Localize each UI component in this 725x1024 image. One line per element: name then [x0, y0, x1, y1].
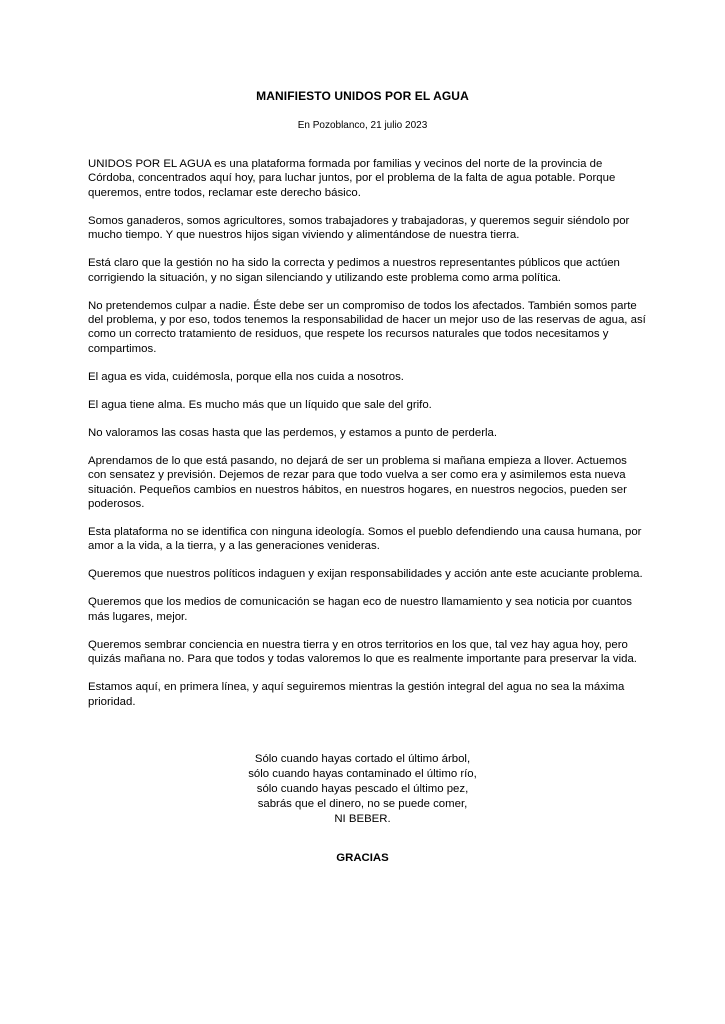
paragraph: Queremos sembrar conciencia en nuestra tierra y en otros territorios en los que, tal vez hay agua hoy, pero quizás mañana no. Para que todos y todas valoremos lo que es realmente importante para preservar la vida.: [88, 638, 637, 666]
paragraph: No pretendemos culpar a nadie. Éste debe ser un compromiso de todos los afectados. También somos parte del problema, y por eso, todos tenemos la responsabilidad de hacer un mejor uso de las reservas de agua, así como un correcto tratamiento de residuos, que respete los recursos naturales que todos necesitamos y compartimos.: [88, 299, 646, 355]
paragraph: Somos ganaderos, somos agricultores, somos trabajadores y trabajadoras, y queremos seguir siéndolo por mucho tiempo. Y que nuestros hijos sigan viviendo y alimentándose de nuestra tierra.: [88, 214, 630, 242]
paragraph: El agua tiene alma. Es mucho más que un líquido que sale del grifo.: [88, 398, 432, 411]
closing-thanks: GRACIAS: [336, 852, 389, 864]
dateline: En Pozoblanco, 21 julio 2023: [297, 120, 428, 131]
poem-line: NI BEBER.: [334, 813, 391, 825]
poem-line: sabrás que el dinero, no se puede comer,: [257, 798, 468, 810]
poem-line: sólo cuando hayas contaminado el último río,: [248, 768, 477, 780]
document-title: MANIFIESTO UNIDOS POR EL AGUA: [256, 89, 469, 103]
paragraph: Está claro que la gestión no ha sido la correcta y pedimos a nuestros representantes públicos que actúen corrigiendo la situación, y no sigan silenciando y utilizando este problema como arma política.: [88, 257, 620, 284]
closing-poem: [0, 752, 725, 827]
paragraph: UNIDOS POR EL AGUA es una plataforma formada por familias y vecinos del norte de la provincia de Córdoba, concentrados aquí hoy, para luchar juntos, por el problema de la falta de agua potable. Porque queremos, entre todos, reclamar este derecho básico.: [88, 158, 616, 199]
paragraph: Estamos aquí, en primera línea, y aquí seguiremos mientras la gestión integral del agua no sea la máxima prioridad.: [88, 681, 625, 708]
manifesto-body: [88, 157, 648, 723]
paragraph: Aprendamos de lo que está pasando, no dejará de ser un problema si mañana empieza a llover. Actuemos con sensatez y previsión. Dejemos de rezar para que todo vuelva a ser como era y asimilemos esta nueva situación. Pequeños cambios en nuestros hábitos, en nuestros hogares, en nuestros negocios, pueden ser poderosos.: [88, 454, 627, 511]
paragraph: No valoramos las cosas hasta que las perdemos, y estamos a punto de perderla.: [88, 426, 498, 439]
poem-line: sólo cuando hayas pescado el último pez,: [256, 783, 469, 795]
paragraph: Esta plataforma no se identifica con ninguna ideología. Somos el pueblo defendiendo una causa humana, por amor a la vida, a la tierra, y a las generaciones venideras.: [88, 526, 642, 553]
paragraph: El agua es vida, cuidémosla, porque ella nos cuida a nosotros.: [88, 370, 404, 383]
paragraph: Queremos que los medios de comunicación se hagan eco de nuestro llamamiento y sea noticia por cuantos más lugares, mejor.: [88, 596, 632, 623]
poem-line: Sólo cuando hayas cortado el último árbol,: [254, 753, 471, 765]
paragraph: Queremos que nuestros políticos indaguen y exijan responsabilidades y acción ante este acuciante problema.: [88, 568, 643, 581]
